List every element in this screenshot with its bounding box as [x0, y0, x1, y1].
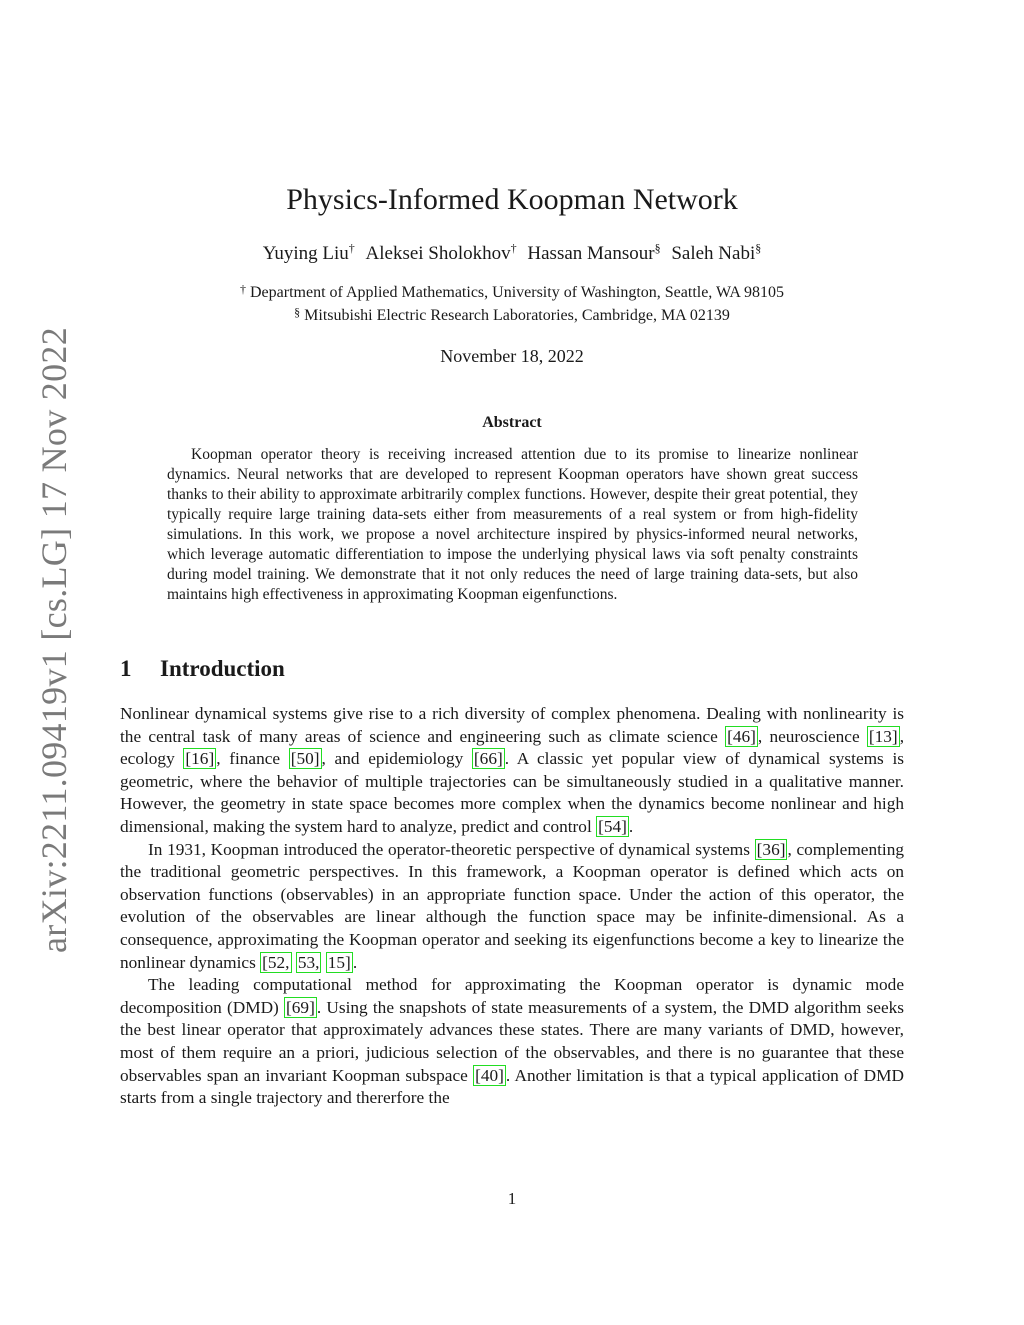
citation-link[interactable]: 15] — [327, 952, 351, 972]
paragraph-text: . — [628, 816, 634, 836]
introduction-body — [120, 703, 904, 1110]
citation-link[interactable]: [36] — [756, 839, 786, 859]
paragraph-text: In 1931, Koopman introduced the operator-theoretic perspective of dynamical systems — [148, 839, 755, 859]
paragraph-text: Nonlinear dynamical systems give rise to a rich diversity of complex phenomena. Dealing with nonlinearity is the central task of many areas of science and engineering such as climate science — [120, 704, 904, 746]
author-name: Yuying Liu — [262, 243, 349, 264]
affiliation-2 — [0, 307, 1024, 325]
paragraph-text: , complementing the traditional geometric perspectives. In this framework, a Koopman operator is defined which acts on observation functions (observables) in an appropriate function space. Under the action of this operator, the evolution of the observables are linear although the function space may be infinite-dimensional. As a consequence, approximating the Koopman operator and seeking its eigenfunctions become a key to linearize the nonlinear dynamics — [120, 839, 904, 972]
paragraph-text: . Using the snapshots of state measurements of a system, the DMD algorithm seeks the best linear operator that approximately advances these states. There are many variants of DMD, however, most of them require an a priori, judicious selection of the observables, and there is no guarantee that these observables span an invariant Koopman subspace — [120, 997, 904, 1085]
author-affiliation-mark: † — [348, 241, 355, 255]
author-affiliation-mark: § — [755, 241, 762, 255]
paragraph-text: , neuroscience — [757, 726, 867, 746]
section-number: 1 — [120, 656, 132, 681]
paragraph-2 — [120, 839, 904, 975]
author-list — [0, 243, 1024, 265]
paragraph-text: . A classic yet popular view of dynamical systems is geometric, where the behavior of multiple trajectories can be simultaneously studied in a qualitative manner. However, the geometry in state space becomes more complex when the dynamics become nonlinear and high dimensional, making the system hard to analyze, predict and control — [120, 749, 904, 836]
paragraph-text: . Another limitation is that a typical application of DMD starts from a single trajectory and thererfore the — [120, 1065, 904, 1108]
arxiv-identifier-stamp: arXiv:2211.09419v1 [cs.LG] 17 Nov 2022 — [34, 327, 74, 953]
author-2 — [366, 243, 517, 264]
author-1 — [263, 243, 355, 264]
citation-link[interactable]: 53, — [297, 952, 320, 972]
affiliation-mark: § — [294, 305, 301, 319]
citation-link[interactable]: [13] — [868, 726, 898, 746]
citation-link[interactable]: [69] — [286, 997, 315, 1017]
paragraph-text: The leading computational method for approximating the Koopman operator is dynamic mode decomposition (DMD) — [120, 975, 904, 1017]
paper-title: Physics-Informed Koopman Network — [286, 183, 738, 216]
page-number: 1 — [507, 1189, 517, 1208]
citation-link[interactable]: [16] — [185, 749, 215, 769]
author-name: Hassan Mansour — [527, 243, 655, 264]
author-name: Saleh Nabi — [671, 243, 756, 264]
author-3 — [527, 243, 660, 264]
publication-date: November 18, 2022 — [440, 346, 584, 366]
author-4 — [671, 243, 761, 264]
citation-link[interactable]: [54] — [598, 816, 627, 836]
section-title: Introduction — [160, 656, 285, 681]
author-name: Aleksei Sholokhov — [365, 243, 511, 264]
affiliation-text: Department of Applied Mathematics, University of Washington, Seattle, WA 98105 — [249, 284, 785, 301]
affiliation-text: Mitsubishi Electric Research Laboratories, Cambridge, MA 02139 — [304, 307, 730, 324]
paragraph-text: , finance — [216, 749, 289, 769]
paragraph-3 — [120, 974, 904, 1110]
paragraph-text: , ecology — [120, 726, 905, 769]
affiliation-mark: † — [239, 282, 246, 296]
paragraph-text: . — [352, 952, 358, 972]
citation-link[interactable]: [40] — [475, 1065, 504, 1085]
author-affiliation-mark: † — [510, 241, 517, 255]
paragraph-1 — [120, 703, 904, 839]
abstract-heading: Abstract — [482, 414, 542, 431]
section-heading — [120, 656, 285, 682]
abstract-text: Koopman operator theory is receiving increased attention due to its promise to linearize nonlinear dynamics. Neural networks that are developed to represent Koopman operators have shown great success thanks to their ability to approximate arbitrarily complex functions. However, despite their great potential, they typically require large training data-sets either from measurements of a real system or from high-fidelity simulations. In this work, we propose a novel architecture inspired by physics-informed neural networks, which leverage automatic differentiation to impose the underlying physical laws via soft penalty constraints during model training. We demonstrate that it not only reduces the need of large training data-sets, but also maintains high effectiveness in approximating Koopman eigenfunctions. — [167, 446, 858, 603]
citation-link[interactable]: [52, — [262, 952, 290, 972]
author-affiliation-mark: § — [654, 241, 661, 255]
citation-link[interactable]: [50] — [290, 749, 320, 769]
citation-link[interactable]: [66] — [473, 749, 503, 769]
affiliation-1 — [0, 284, 1024, 302]
citation-link[interactable]: [46] — [727, 726, 756, 746]
paragraph-text: , and epidemiology — [321, 749, 472, 769]
